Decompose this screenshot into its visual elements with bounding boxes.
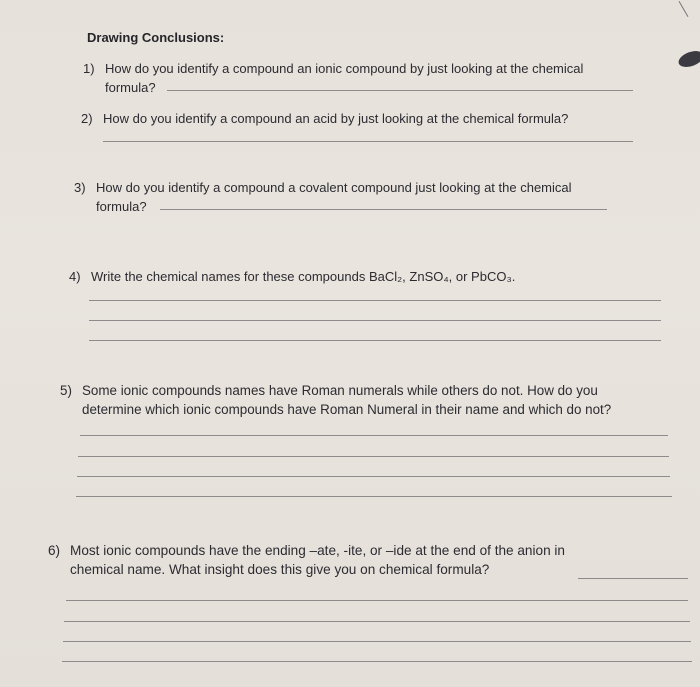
question-text: Write the chemical names for these compounds BaCl₂, ZnSO₄, or PbCO₃. (91, 269, 516, 284)
answer-line[interactable] (77, 476, 670, 477)
binder-hole-mark (676, 48, 700, 70)
answer-line[interactable] (66, 600, 688, 601)
question-number: 1) (83, 61, 95, 76)
question-number: 4) (69, 269, 81, 284)
question-number: 6) (48, 543, 61, 558)
question-number: 5) (60, 383, 72, 398)
answer-line[interactable] (80, 435, 668, 436)
question-2 (81, 109, 568, 128)
question-1 (83, 59, 583, 97)
page-edge-mark (679, 1, 689, 17)
answer-line[interactable] (64, 621, 690, 622)
answer-line[interactable] (89, 320, 661, 321)
answer-line[interactable] (62, 661, 692, 662)
question-number: 2) (81, 111, 93, 126)
answer-line[interactable] (103, 141, 633, 142)
question-text: Some ionic compounds names have Roman numerals while others do not. How do you (82, 383, 598, 398)
question-6 (48, 541, 565, 579)
question-4 (69, 267, 515, 286)
question-text: How do you identify a compound a covalent compound just looking at the chemical (96, 180, 572, 195)
question-5 (60, 381, 611, 419)
question-text-continued: determine which ionic compounds have Roman Numeral in their name and which do not? (82, 402, 612, 417)
answer-line[interactable] (167, 90, 633, 91)
answer-line[interactable] (63, 641, 691, 642)
answer-line[interactable] (78, 456, 669, 457)
question-text: How do you identify a compound an acid by just looking at the chemical formula? (103, 111, 569, 126)
question-text: Most ionic compounds have the ending –ate, -ite, or –ide at the end of the anion in (70, 543, 565, 558)
question-text-continued: formula? (105, 80, 156, 95)
question-text-continued: formula? (96, 199, 147, 214)
answer-line[interactable] (89, 300, 661, 301)
question-number: 3) (74, 180, 86, 195)
question-text: How do you identify a compound an ionic compound by just looking at the chemical (105, 61, 584, 76)
answer-line[interactable] (89, 340, 661, 341)
question-text-continued: chemical name. What insight does this give you on chemical formula? (70, 562, 490, 577)
answer-line[interactable] (76, 496, 672, 497)
answer-line[interactable] (160, 209, 607, 210)
section-title: Drawing Conclusions: (87, 30, 225, 45)
answer-line[interactable] (578, 578, 688, 579)
question-3 (74, 178, 572, 216)
